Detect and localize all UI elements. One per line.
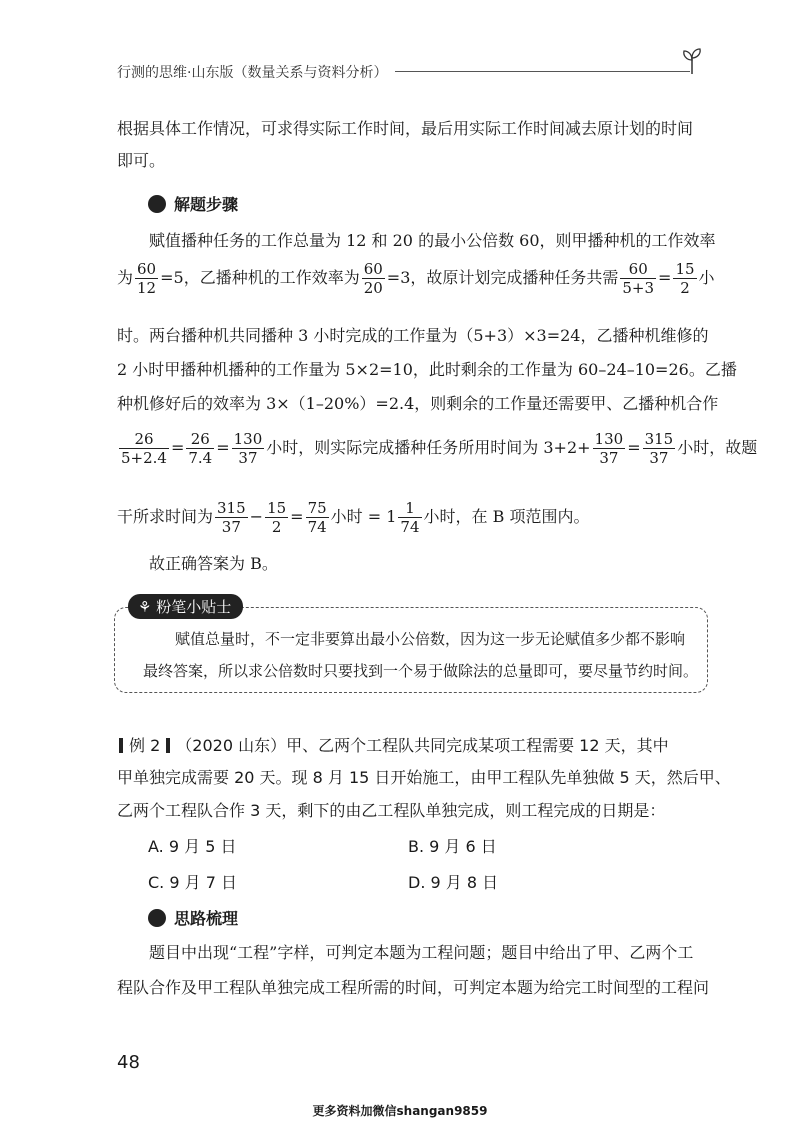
option-a: A. 9 月 5 日	[148, 837, 237, 856]
fraction: $\frac{130}{37}$	[233, 430, 263, 467]
option-d: D. 9 月 8 日	[408, 873, 499, 892]
step-line-6: $\frac{26}{5+2.4}$ = $\frac{26}{7.4}$ = $\frac{130}{37}$ 小时，则实际完成播种任务所用时间为 3+2+ $\frac{130}{37}$ = $\frac{315}{37}$ 小时，故题	[121, 430, 758, 467]
option-b: B. 9 月 6 日	[408, 837, 497, 856]
tip-label: ⚘ 粉笔小贴士	[128, 594, 243, 619]
idea-line-1: 题目中出现“工程”字样，可判定本题为工程问题；题目中给出了甲、乙两个工	[149, 943, 694, 962]
fraction: $\frac{130}{37}$	[594, 430, 624, 467]
example-label: 例 2	[129, 736, 161, 755]
fraction: $\frac{60}{5+3}$	[622, 260, 655, 297]
running-header: 行测的思维·山东版（数量关系与资料分析）	[117, 65, 388, 81]
page-number: 48	[117, 1052, 140, 1073]
pencil-icon	[148, 195, 166, 213]
footer-note: 更多资料加微信shangan9859	[312, 1104, 488, 1118]
sprout-icon	[680, 44, 704, 76]
section-idea	[148, 906, 238, 929]
option-c: C. 9 月 7 日	[148, 873, 237, 892]
tip-line-1: 赋值总量时，不一定非要算出最小公倍数，因为这一步无论赋值多少都不影响	[175, 630, 686, 648]
section-heading: 解题步骤	[174, 195, 239, 214]
intro-line-2: 即可。	[117, 151, 166, 170]
fraction: $\frac{75}{74}$	[307, 499, 327, 536]
fraction: $\frac{15}{2}$	[675, 260, 695, 297]
fraction: $\frac{15}{2}$	[267, 499, 287, 536]
idea-line-2: 程队合作及甲工程队单独完成工程所需的时间，可判定本题为给完工时间型的工程问	[117, 978, 710, 997]
tip-line-2: 最终答案，所以求公倍数时只要找到一个易于做除法的总量即可，要尽量节约时间。	[143, 662, 699, 680]
step-line-5: 种机修好后的效率为 3×（1–20%）=2.4，则剩余的工作量还需要甲、乙播种机合作	[117, 394, 719, 413]
fraction: $\frac{315}{37}$	[217, 499, 246, 536]
bracket-bar	[119, 738, 123, 753]
header-rule	[395, 71, 690, 72]
bracket-bar	[166, 738, 170, 753]
step-line-3: 时。两台播种机共同播种 3 小时完成的工作量为（5+3）×3=24，乙播种机维修的	[117, 326, 709, 345]
section-heading: 思路梳理	[174, 909, 239, 928]
step-line-2: 为 $\frac{60}{12}$ =5，乙播种机的工作效率为 $\frac{60}{20}$ =3，故原计划完成播种任务共需 $\frac{60}{5+3}$ = $\frac{15}{2}$ 小	[117, 260, 715, 297]
fraction: $\frac{60}{12}$	[137, 260, 157, 297]
example-line-1: 例 2 （2020 山东）甲、乙两个工程队共同完成某项工程需要 12 天，其中	[113, 733, 669, 756]
gear-icon	[148, 909, 166, 927]
fraction: $\frac{315}{37}$	[644, 430, 674, 467]
answer-line: 故正确答案为 B。	[149, 554, 278, 573]
step-line-4: 2 小时甲播种机播种的工作量为 5×2=10，此时剩余的工作量为 60–24–10=26。乙播	[117, 360, 737, 379]
sprout-icon: ⚘	[138, 598, 157, 616]
example-line-2: 甲单独完成需要 20 天。现 8 月 15 日开始施工，由甲工程队先单独做 5 天，然后甲、	[117, 768, 731, 787]
intro-line-1: 根据具体工作情况，可求得实际工作时间，最后用实际工作时间减去原计划的时间	[117, 119, 694, 138]
fraction: $\frac{60}{20}$	[363, 260, 383, 297]
step-line-7: 干所求时间为 $\frac{315}{37}$ − $\frac{15}{2}$ = $\frac{75}{74}$ 小时 = 1 $\frac{1}{74}$ 小时，在 B 项范围内。	[117, 499, 590, 536]
fraction: $\frac{26}{7.4}$	[188, 430, 213, 467]
fraction: $\frac{1}{74}$	[400, 499, 420, 536]
fraction: $\frac{26}{5+2.4}$	[121, 430, 167, 467]
section-solve-steps	[148, 192, 238, 215]
example-line-3: 乙两个工程队合作 3 天，剩下的由乙工程队单独完成，则工程完成的日期是：	[117, 801, 666, 820]
step-line-1: 赋值播种任务的工作总量为 12 和 20 的最小公倍数 60，则甲播种机的工作效率	[149, 231, 716, 250]
